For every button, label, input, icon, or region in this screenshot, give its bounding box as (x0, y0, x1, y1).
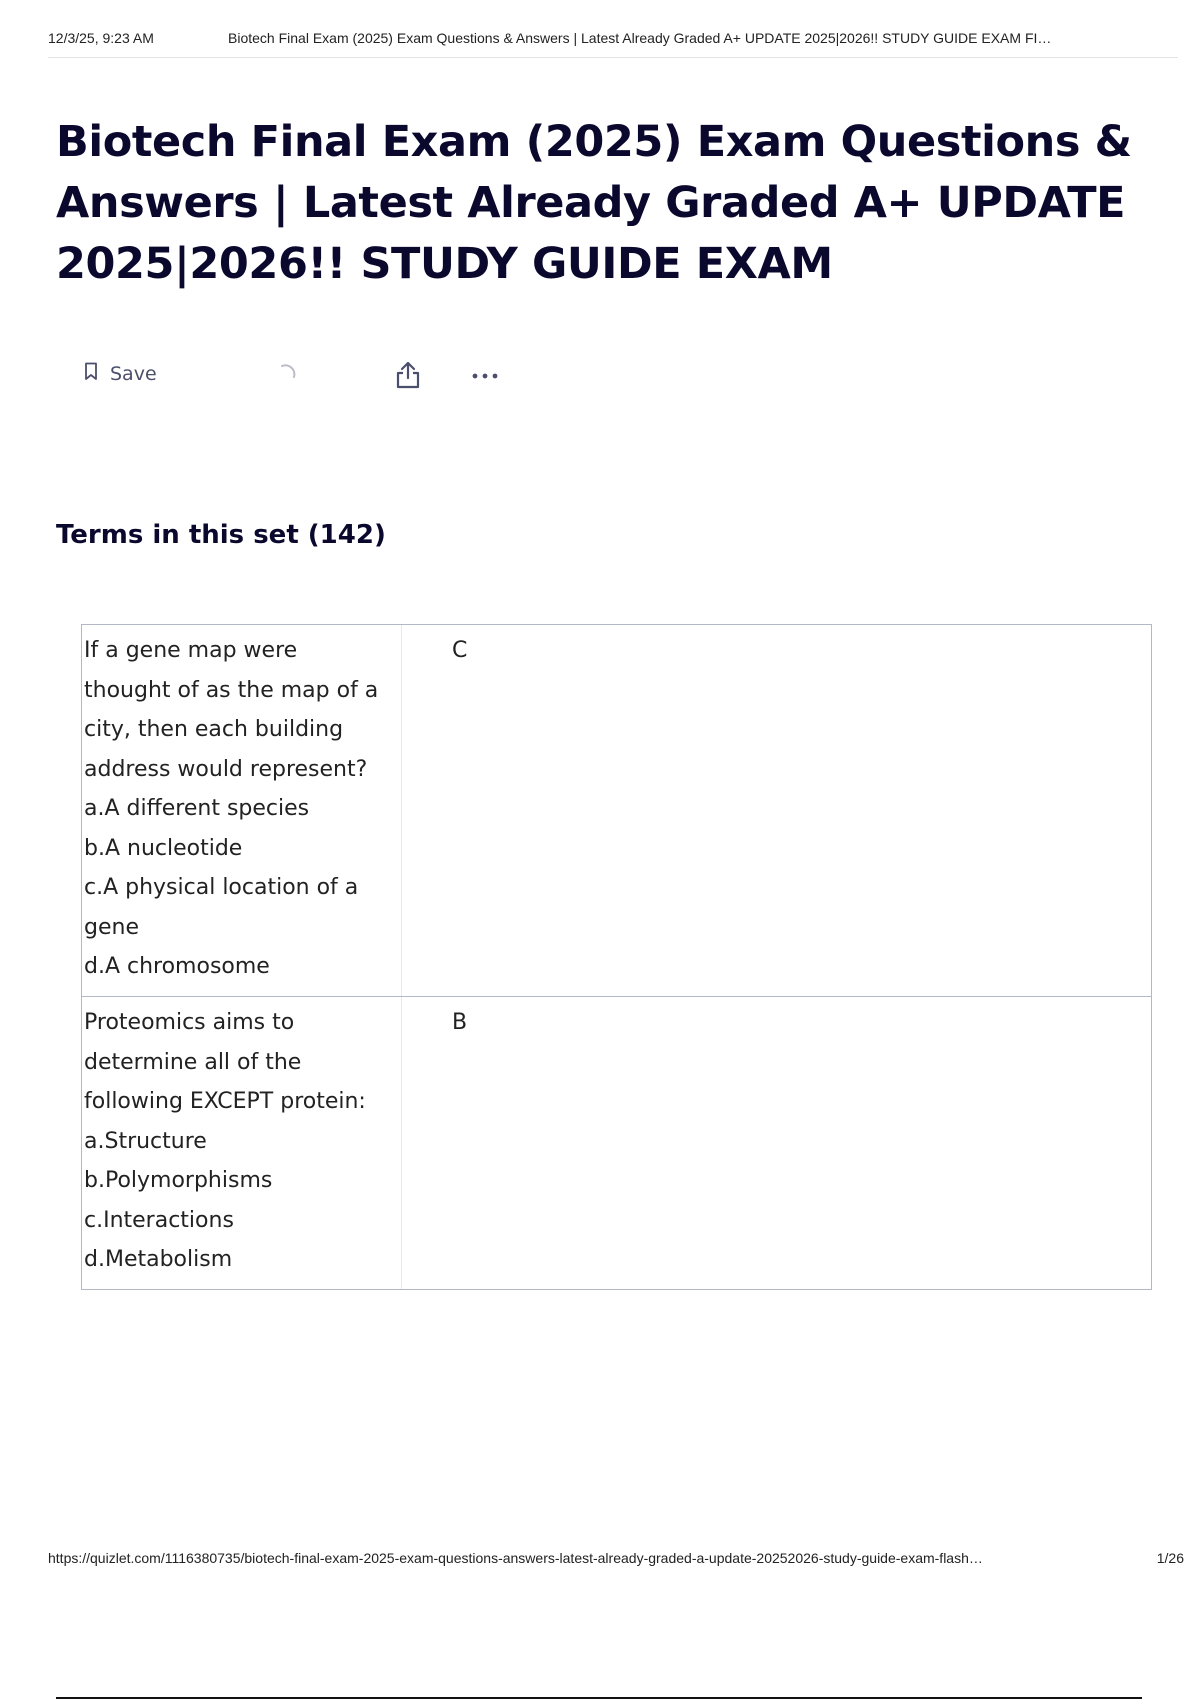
term-text-line: gene (84, 914, 139, 940)
term-text-line: a.Structure (84, 1128, 207, 1154)
term-text-line: following EXCEPT protein: (84, 1089, 366, 1114)
term-text-line: c.A physical location of a (84, 875, 359, 900)
bookmark-icon (84, 362, 98, 386)
print-header (48, 30, 1178, 58)
page-title-line: Answers | Latest Already Graded A+ UPDATE (56, 178, 1126, 228)
term-text-line: a.A different species (84, 796, 310, 821)
loading-spinner-icon (274, 360, 300, 391)
term-text-line: city, then each building (84, 717, 344, 742)
term-text-line: If a gene map were (84, 638, 298, 663)
term-cell (82, 997, 402, 1289)
term-row (82, 997, 1151, 1289)
definition-cell (402, 997, 1151, 1289)
definition-cell (402, 625, 1151, 996)
term-text-line: c.Interactions (84, 1207, 234, 1233)
save-label: Save (110, 363, 157, 385)
term-text-line: address would represent? (84, 756, 368, 782)
terms-table (81, 624, 1152, 1290)
definition-text: C (452, 638, 468, 663)
terms-count-heading: Terms in this set (142) (56, 520, 386, 550)
term-text-line: thought of as the map of a (84, 677, 379, 703)
more-options-icon[interactable] (469, 360, 503, 395)
term-text-line: determine all of the (84, 1049, 302, 1075)
term-text-line: d.A chromosome (84, 954, 270, 979)
term-text-line: d.Metabolism (84, 1247, 233, 1272)
save-button[interactable] (84, 362, 157, 386)
share-icon[interactable] (394, 360, 422, 395)
print-date: 12/3/25, 9:23 AM (48, 30, 154, 46)
term-row (82, 625, 1151, 997)
page-title-line: 2025|2026!! STUDY GUIDE EXAM (56, 239, 833, 289)
page-title-line: Biotech Final Exam (2025) Exam Questions & (56, 117, 1132, 167)
page-title (56, 112, 1146, 295)
term-text-line: b.Polymorphisms (84, 1168, 273, 1193)
term-cell (82, 625, 402, 996)
print-doc-title: Biotech Final Exam (2025) Exam Questions & Answers | Latest Already Graded A+ UPDATE 2025|2026!! STUDY GUIDE EXAM FI… (228, 30, 1052, 46)
print-footer (48, 1550, 1184, 1566)
page-number: 1/26 (1156, 1550, 1184, 1566)
set-toolbar (84, 360, 524, 394)
term-text-line: b.A nucleotide (84, 835, 243, 861)
page-divider (56, 1697, 1142, 1699)
definition-text: B (452, 1010, 468, 1035)
page-url: https://quizlet.com/1116380735/biotech-final-exam-2025-exam-questions-answers-latest-already-graded-a-update-20252026-study-guide-exam-flash… (48, 1550, 983, 1566)
term-text-line: Proteomics aims to (84, 1010, 295, 1035)
